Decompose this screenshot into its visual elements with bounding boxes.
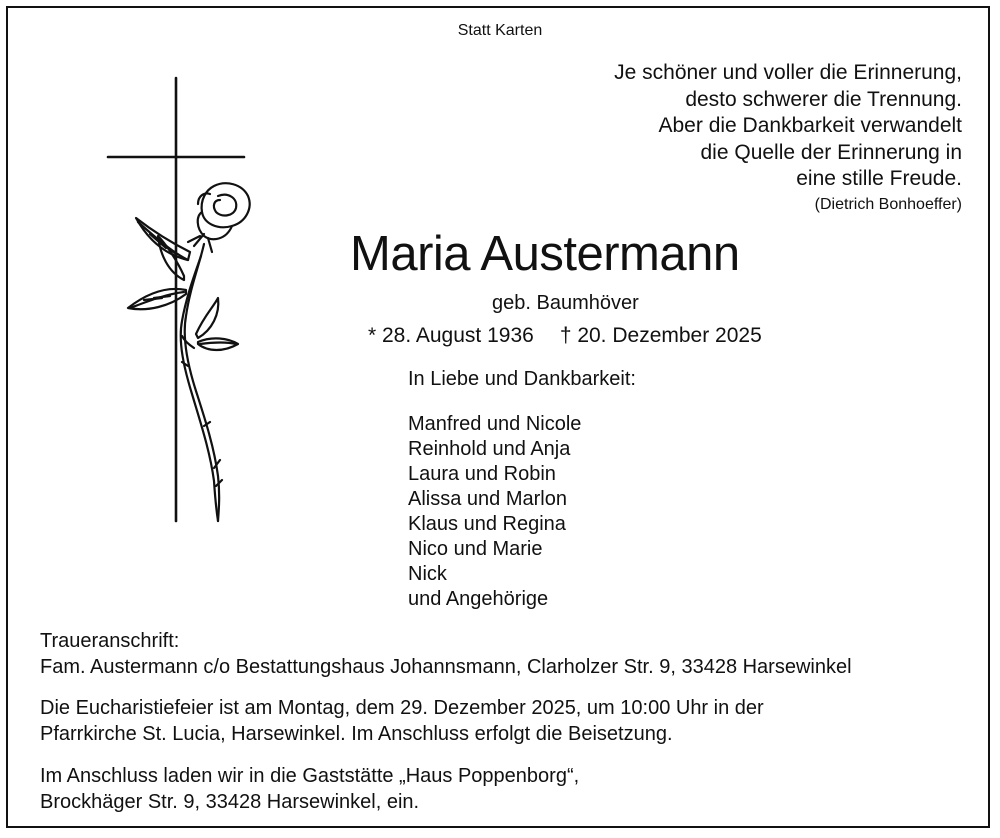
mourner-name: Reinhold und Anja [408,438,571,460]
quote-line: desto schwerer die Trennung. [685,87,962,111]
quote-line: die Quelle der Erinnerung in [700,140,962,164]
life-dates [368,324,762,348]
deceased-name: Maria Austermann [350,227,740,281]
mourners-list [408,412,581,612]
service-info [40,695,764,747]
header-text: Statt Karten [457,22,543,39]
death-date: † 20. Dezember 2025 [559,324,762,347]
invitation-line: Brockhäger Str. 9, 33428 Harsewinkel, ein. [40,791,420,813]
invitation-info [40,763,579,815]
mourners-intro: In Liebe und Dankbarkeit: [408,368,636,390]
mourner-name: Laura und Robin [408,463,556,485]
mourner-name: Klaus und Regina [408,513,566,535]
address-text: Fam. Austermann c/o Bestattungshaus Johannsmann, Clarholzer Str. 9, 33428 Harsewinkel [40,656,852,678]
mourner-name: Nico und Marie [408,538,543,560]
mourner-name: Alissa und Marlon [408,488,567,510]
quote-line: Je schöner und voller die Erinnerung, [614,61,962,84]
invitation-line: Im Anschluss laden wir in die Gaststätte „Haus Poppenborg“, [40,765,580,787]
maiden-name: geb. Baumhöver [492,292,639,314]
mourner-name: Nick [408,563,447,585]
service-line: Pfarrkirche St. Lucia, Harsewinkel. Im Anschluss erfolgt die Beisetzung. [40,723,673,745]
quote-line: Aber die Dankbarkeit verwandelt [658,114,962,137]
service-line: Die Eucharistiefeier ist am Montag, dem 29. Dezember 2025, um 10:00 Uhr in der [40,697,764,719]
address-label: Traueranschrift: [40,630,180,652]
quote-line: eine stille Freude. [796,167,962,190]
quote-author: (Dietrich Bonhoeffer) [814,195,962,213]
cross-with-rose-icon [104,76,254,526]
mourner-name: und Angehörige [408,588,549,610]
quote-block [614,60,962,217]
mourner-name: Manfred und Nicole [408,413,582,435]
mourning-address [40,628,852,680]
birth-date: * 28. August 1936 [368,324,534,347]
